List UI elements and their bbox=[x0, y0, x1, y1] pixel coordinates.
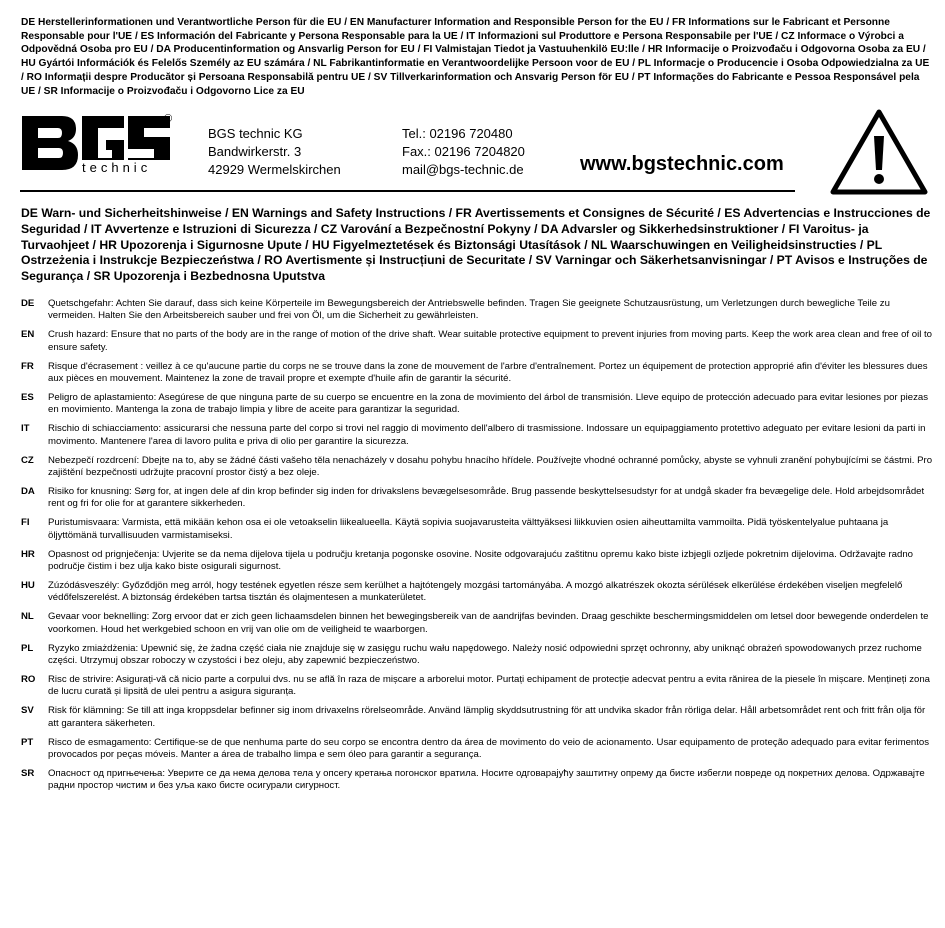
company-street: Bandwirkerstr. 3 bbox=[208, 144, 302, 159]
instruction-item-fi bbox=[21, 517, 933, 548]
warning-triangle-icon bbox=[829, 108, 929, 196]
instruction-item-sr bbox=[21, 768, 933, 799]
instruction-text: Risk för klämning: Se till att inga kroppsdelar befinner sig inom drivaxelns rörelseområde. Använd lämplig skyddsutrustning för att undvika skador från rörliga delar. Håll arbetsområdet rent och fritt från olja för att garantera säkerheten. bbox=[48, 705, 926, 729]
instruction-item-en bbox=[21, 329, 933, 360]
instruction-item-ro bbox=[21, 674, 933, 705]
registered-mark: ® bbox=[164, 113, 173, 125]
language-code: IT bbox=[21, 423, 30, 435]
instruction-text: Risc de strivire: Asigurați-vă că nicio parte a corpului dvs. nu se află în raza de mișcare a arborelui motor. Purtați echipament de protecție adecvat pentru a evita rănirea de la piesele în mișcare. Mențineți zona de lucru curată și lipsită de ulei pentru a asigura siguranța. bbox=[48, 674, 931, 698]
contact-mail[interactable]: mail@bgs-technic.de bbox=[402, 162, 524, 177]
instruction-text: Rischio di schiacciamento: assicurarsi che nessuna parte del corpo si trovi nel raggio di movimento dell'albero di trasmissione. Indossare un equipaggiamento protettivo adeguato per evitare lesioni da parti in movimento. Mantenere l'area di lavoro pulita e priva di olio per garantire la sicurezza. bbox=[48, 423, 926, 447]
instruction-item-fr bbox=[21, 361, 933, 392]
logo-sub: technic bbox=[82, 160, 152, 175]
instruction-text: Risco de esmagamento: Certifique-se de que nenhuma parte do seu corpo se encontra dentro da área de movimento do veio de acionamento. Usar equipamento de proteção adequado para evitar ferimentos provocados por peças móveis. Manter a área de trabalho limpa e sem óleo para garantir a segurança. bbox=[48, 736, 930, 761]
instruction-item-pl bbox=[21, 643, 933, 674]
instruction-list bbox=[21, 298, 933, 800]
safety-instructions-heading: DE Warn- und Sicherheitshinweise / EN Warnings and Safety Instructions / FR Avertissements et Consignes de Sécurité / ES Advertencias e Instrucciones de Seguridad / IT Avvertenze e Istruzioni di Sicurezza / CZ Varování a Bezpečnostní Pokyny / DA Advarsler og Sikkerhedsinstruktioner / FI Varoitus- ja Turvaohjeet / HR Upozorenja i Sigurnosne Upute / HU Figyelmeztetések és Biztonsági Utasítások / NL Waarschuwingen en Veiligheidsinstructies / PL Ostrzeżenia i Instrukcje Bezpieczeństwa / RO Avertismente și Instrucțiuni de Securitate / SV Varningar och Säkerhetsanvisningar / PT Avisos e Instruções de Segurança / SR Upozorenja i Bezbednosna Uputstva bbox=[21, 206, 931, 284]
language-code: SV bbox=[21, 705, 34, 717]
instruction-text: Opasnost od prignječenja: Uvjerite se da nema dijelova tijela u području kretanja pogonske osovine. Nosite odgovarajuću zaštitnu opremu kako biste izbjegli ozljede pokretnim dijelovima. Održavajte radno područje čistim i bez ulja kako biste osigurali sigurnost. bbox=[48, 548, 913, 572]
instruction-item-da bbox=[21, 486, 933, 517]
language-code: DE bbox=[21, 298, 35, 309]
instruction-text: Zúzódásveszély: Győződjön meg arról, hogy testének egyetlen része sem kerülhet a hajtótengely mozgási tartományába. A mozgó alkatrészek okozta sérülések elkerülése érdekében viseljen megfelelő védőfelszerelést. A biztonság érdekében tartsa tisztán és olajmentesen a munkaterületet. bbox=[48, 580, 903, 604]
website-link[interactable]: www.bgstechnic.com bbox=[580, 153, 784, 175]
language-code: ES bbox=[21, 392, 34, 404]
company-contact bbox=[402, 125, 525, 179]
instruction-item-es bbox=[21, 392, 933, 423]
instruction-item-hu bbox=[21, 580, 933, 611]
language-code: PL bbox=[21, 642, 34, 654]
company-address bbox=[208, 125, 341, 179]
instruction-text: Puristumisvaara: Varmista, että mikään kehon osa ei ole vetoakselin liikealueella. Käytä sopivia suojavarusteita välttyäksesi liikkuvien osien aiheuttamilta vammoilta. Pidä työskentelyalue puhtaana ja öljyttömänä turvallisuuden varmistamiseksi. bbox=[48, 517, 889, 541]
language-code: HU bbox=[21, 580, 35, 592]
instruction-text: Опасност од пригњечења: Уверите се да нема делова тела у опсегу кретања погонског вратила. Носите одговарајућу заштитну опрему да бисте избегли повреде од покретних делова. Одржавајте радни простор чистим и без уља како бисте осигурали сигурност. bbox=[48, 768, 925, 792]
instruction-item-it bbox=[21, 423, 933, 454]
language-code: FI bbox=[21, 517, 30, 529]
instruction-item-cz bbox=[21, 455, 933, 486]
instruction-text: Nebezpečí rozdrcení: Dbejte na to, aby se žádné části vašeho těla nenacházely v dosahu pohybu hnacího hřídele. Používejte vhodné ochranné pomůcky, abyste se vyhnuli zranění pohybujícími se částmi. Pro zajištění bezpečnosti udržujte pracovní prostor čistý a bez oleje. bbox=[48, 454, 933, 478]
language-code: HR bbox=[21, 548, 35, 560]
instruction-item-nl bbox=[21, 611, 933, 642]
company-city: 42929 Wermelskirchen bbox=[208, 162, 341, 177]
instruction-text: Crush hazard: Ensure that no parts of the body are in the range of motion of the drive shaft. Wear suitable protective equipment to prevent injuries from moving parts. Keep the work area clean and free of oil to ensure safety. bbox=[48, 329, 933, 353]
language-code: NL bbox=[21, 611, 34, 623]
instruction-item-pt bbox=[21, 737, 933, 768]
contact-fax: Fax.: 02196 7204820 bbox=[402, 144, 525, 159]
language-code: SR bbox=[21, 768, 35, 780]
instruction-item-hr bbox=[21, 549, 933, 580]
company-name: BGS technic KG bbox=[208, 126, 303, 141]
instruction-text: Risque d'écrasement : veillez à ce qu'aucune partie du corps ne se trouve dans la zone de mouvement de l'arbre d'entraînement. Portez un équipement de protection approprié afin d'éviter les blessures dues aux pièces en mouvement. Maintenez la zone de travail propre et exempte d'huile afin de garantir la sécurité. bbox=[48, 360, 928, 384]
language-code: CZ bbox=[21, 454, 34, 466]
language-code: DA bbox=[21, 486, 35, 498]
instruction-text: Peligro de aplastamiento: Asegúrese de que ninguna parte de su cuerpo se encuentre en la zona de movimiento del árbol de transmisión. Lleve equipo de protección adecuado para evitar lesiones por piezas en movimiento. Mantenga la zona de trabajo limpia y libre de aceite para garantizar la seguridad. bbox=[48, 392, 928, 416]
contact-tel: Tel.: 02196 720480 bbox=[402, 126, 513, 141]
instruction-text: Gevaar voor beknelling: Zorg ervoor dat er zich geen lichaamsdelen binnen het bewegingsbereik van de aandrijfas bevinden. Draag geschikte beschermingsmiddelen om letsel door bewegende onderdelen te voorkomen. Houd het werkgebied schoon en vrij van olie om de veiligheid te waarborgen. bbox=[48, 611, 929, 635]
instruction-text: Quetschgefahr: Achten Sie darauf, dass sich keine Körperteile im Bewegungsbereich der Antriebswelle befinden. Tragen Sie geeignete Schutzausrüstung, um Verletzungen durch bewegliche Teile zu vermeiden. Halten Sie den Arbeitsbereich sauber und frei von Öl, um die Sicherheit zu gewährleisten. bbox=[48, 298, 890, 322]
manufacturer-info-heading: DE Herstellerinformationen und Verantwortliche Person für die EU / EN Manufacturer Information and Responsible Person for the EU / FR Informations sur le Fabricant et Personne Responsable pour l'UE / ES Información del Fabricante y Persona Responsable para la UE / IT Informazioni sul Produttore e Persona Responsabile per l'UE / CZ Informace o Výrobci a Odpovědná Osoba pro EU / DA Producentinformation og Ansvarlig Person for EU / FI Valmistajan Tiedot ja Vastuuhenkilö EU:lle / HR Informacije o Proizvođaču i Odgovorna Osoba za EU / HU Gyártói Információk és Felelős Személy az EU számára / NL Fabrikantinformatie en Verantwoordelijke Persoon voor de EU / PL Informacje o Producencie i Osoba Odpowiedzialna za UE / RO Informații despre Producător și Persoana Responsabilă pentru UE / SV Tillverkarinformation och Ansvarig Person för EU / PT Informações do Fabricante e Pessoa Responsável pela UE / SR Informacije o Proizvođaču i Odgovorno Lice za EU bbox=[21, 17, 930, 97]
header-divider bbox=[20, 190, 795, 192]
instruction-text: Risiko for knusning: Sørg for, at ingen dele af din krop befinder sig inden for drivakslens bevægelsesområde. Brug passende beskyttelsesudstyr for at undgå skader fra bevægelige dele. Hold arbejdsområdet rent og fri for olie for at garantere sikkerheden. bbox=[48, 486, 925, 510]
language-code: PT bbox=[21, 736, 34, 748]
instruction-text: Ryzyko zmiażdżenia: Upewnić się, że żadna część ciała nie znajduje się w zasięgu ruchu wału napędowego. Należy nosić odpowiedni sprzęt ochronny, aby uniknąć obrażeń spowodowanych przez ruchome części. Utrzymuj obszar roboczy w czystości i bez oleju, aby zapewnić bezpieczeństwo. bbox=[48, 642, 922, 666]
instruction-item-de bbox=[21, 298, 933, 329]
instruction-item-sv bbox=[21, 705, 933, 736]
bgs-logo bbox=[20, 110, 175, 180]
language-code: EN bbox=[21, 329, 35, 341]
language-code: RO bbox=[21, 674, 36, 686]
language-code: FR bbox=[21, 360, 34, 372]
